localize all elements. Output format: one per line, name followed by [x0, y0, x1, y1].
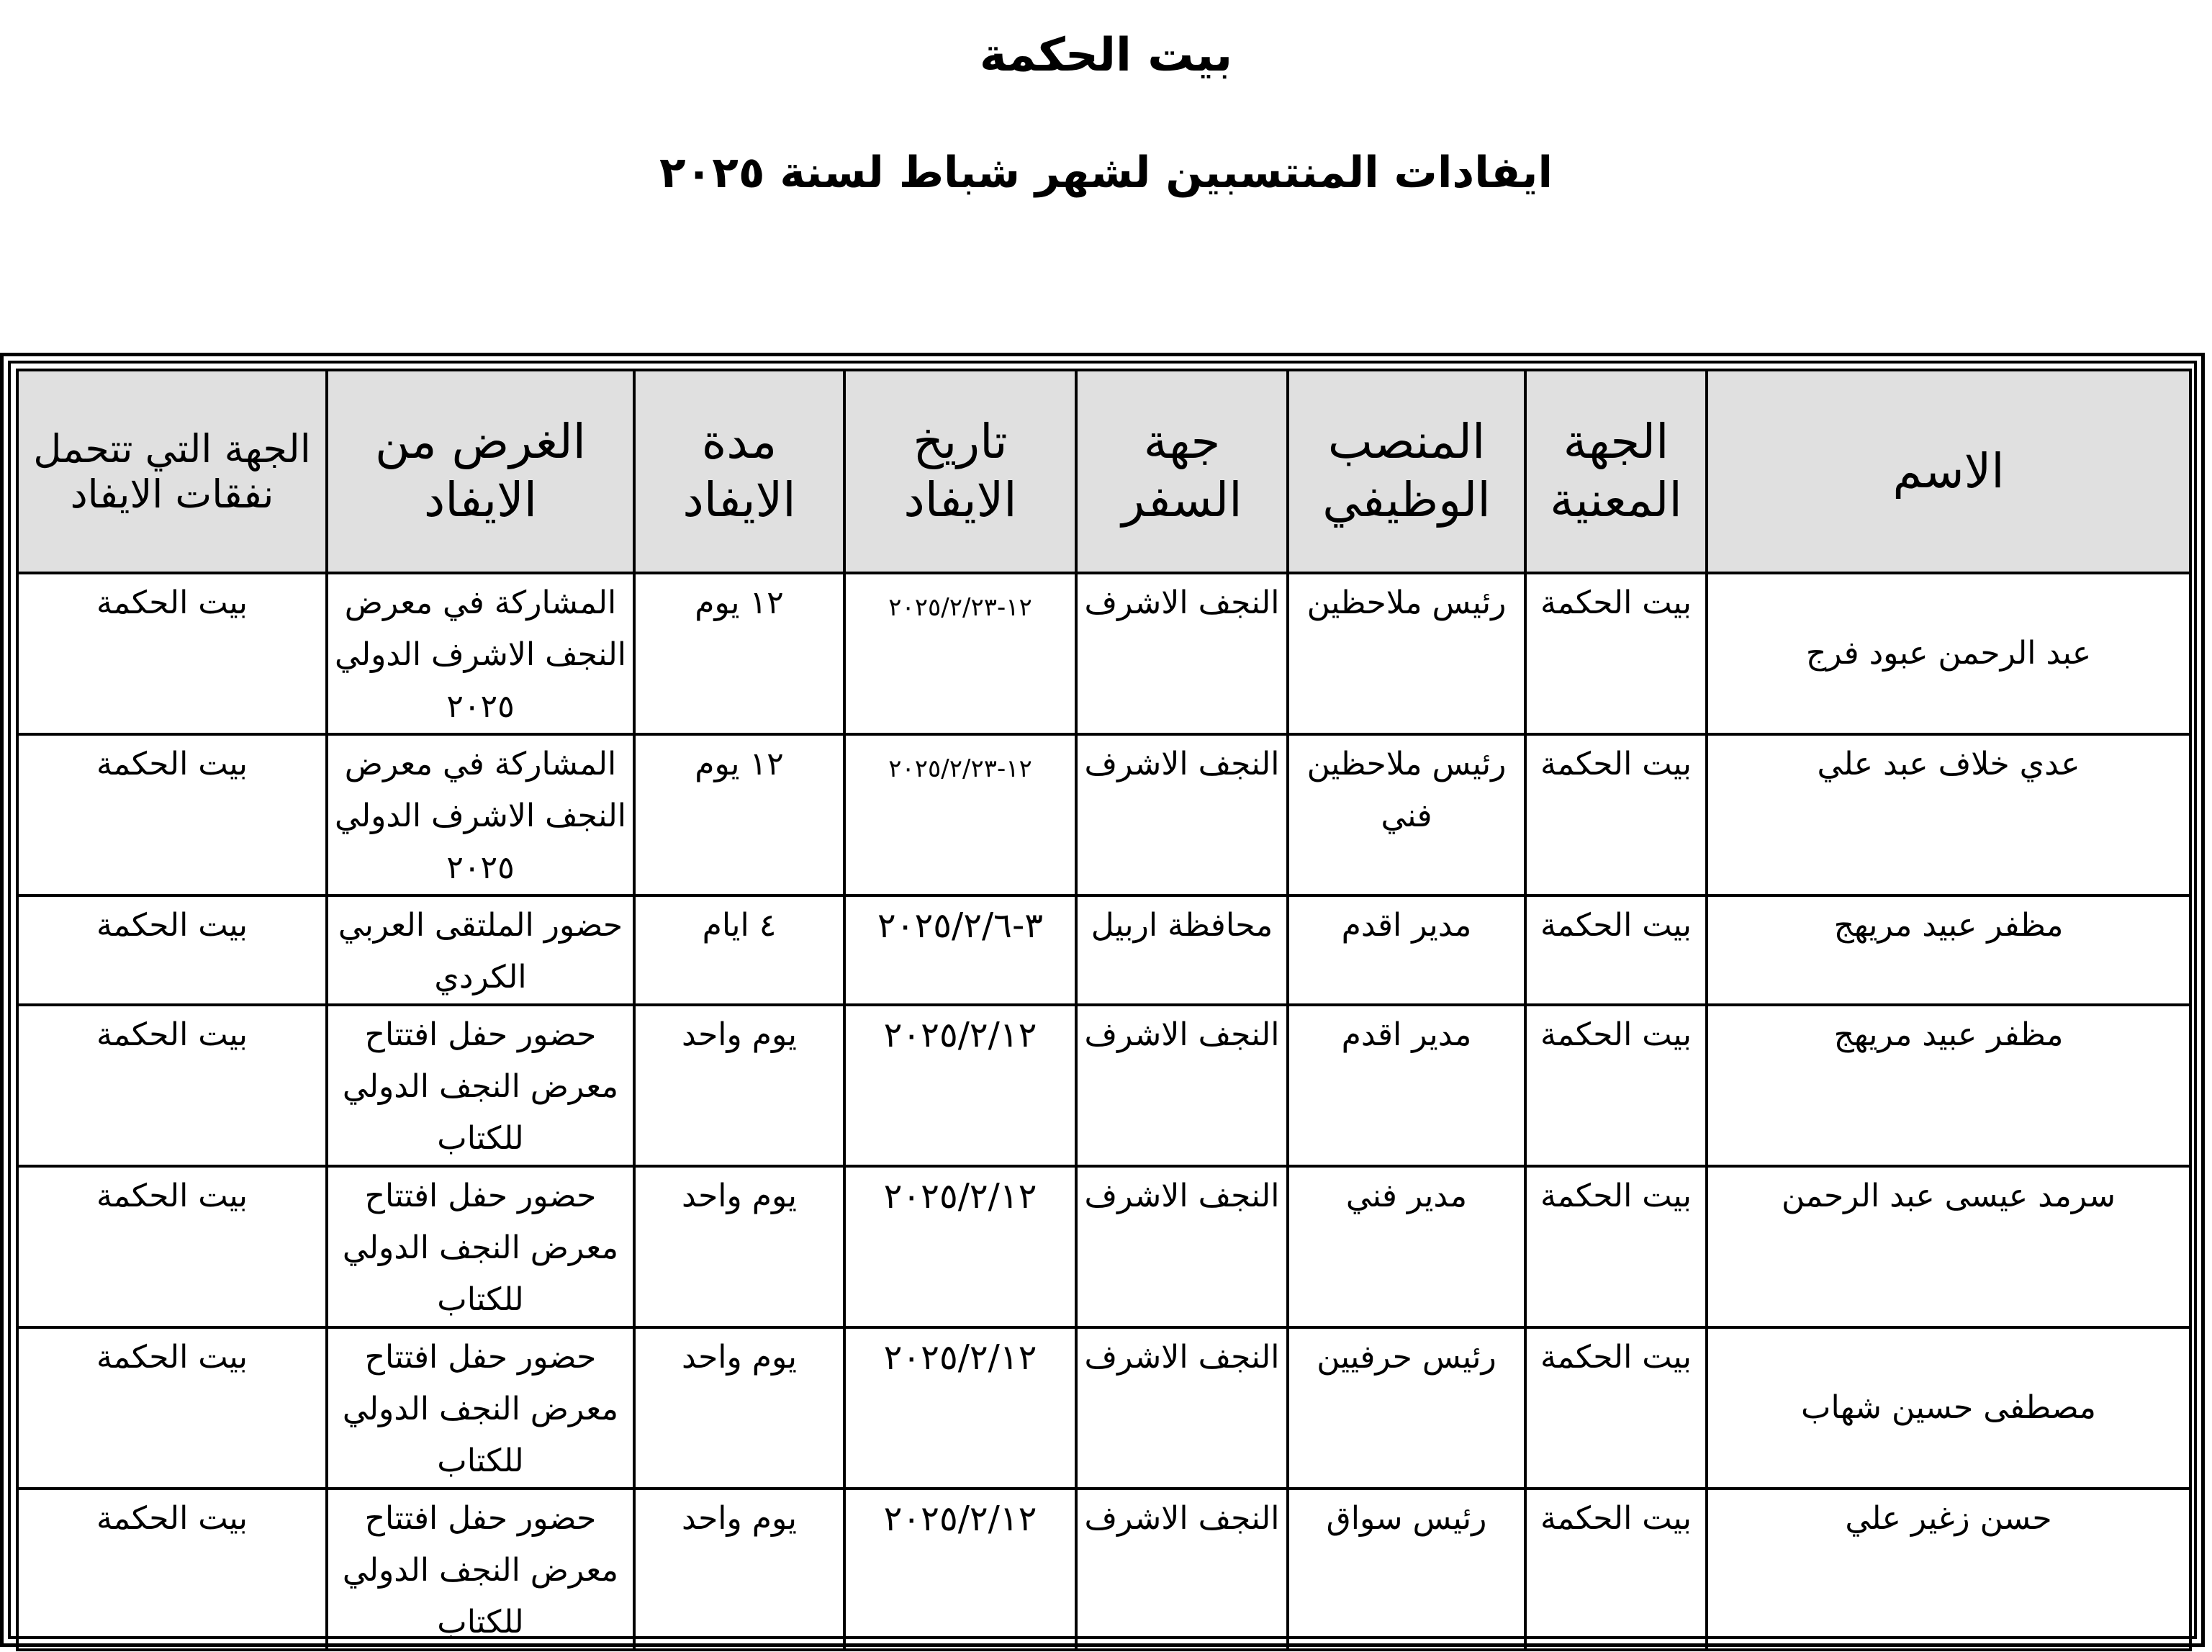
cell-purpose: حضور الملتقى العربي الكردي — [327, 895, 634, 1005]
cell-date: ١٢-٢٠٢٥/٢/٢٣ — [844, 734, 1076, 895]
cell-date: ١٢-٢٠٢٥/٢/٢٣ — [844, 573, 1076, 734]
cell-position: رئيس سواق — [1288, 1489, 1525, 1650]
cell-duration: يوم واحد — [634, 1327, 844, 1489]
cell-destination: النجف الاشرف — [1076, 1327, 1288, 1489]
cell-date: ٣-٢٠٢٥/٢/٦ — [844, 895, 1076, 1005]
column-header-funding: الجهة التي تتحمل نفقات الايفاد — [17, 370, 327, 573]
cell-position: رئيس ملاحظين — [1288, 573, 1525, 734]
cell-funding: بيت الحكمة — [17, 1005, 327, 1166]
table-header-row — [17, 370, 2190, 573]
table-row — [17, 1489, 2190, 1650]
cell-name: عبد الرحمن عبود فرج — [1707, 573, 2190, 734]
cell-destination: النجف الاشرف — [1076, 734, 1288, 895]
cell-name: مصطفى حسين شهاب — [1707, 1327, 2190, 1489]
cell-duration: يوم واحد — [634, 1489, 844, 1650]
cell-purpose: المشاركة في معرض النجف الاشرف الدولي ٢٠٢٥ — [327, 573, 634, 734]
cell-duration: يوم واحد — [634, 1005, 844, 1166]
delegations-table — [16, 369, 2192, 1651]
cell-position: رئيس ملاحظين فني — [1288, 734, 1525, 895]
table-row — [17, 573, 2190, 734]
cell-duration: ٤ ايام — [634, 895, 844, 1005]
cell-purpose: حضور حفل افتتاح معرض النجف الدولي للكتاب — [327, 1327, 634, 1489]
document-title: بيت الحكمة — [979, 29, 1233, 82]
cell-duration: يوم واحد — [634, 1166, 844, 1327]
cell-destination: النجف الاشرف — [1076, 573, 1288, 734]
cell-date: ٢٠٢٥/٢/١٢ — [844, 1166, 1076, 1327]
cell-name: سرمد عيسى عبد الرحمن — [1707, 1166, 2190, 1327]
cell-name: مظفر عبيد مريهج — [1707, 1005, 2190, 1166]
cell-department: بيت الحكمة — [1525, 895, 1707, 1005]
cell-date: ٢٠٢٥/٢/١٢ — [844, 1489, 1076, 1650]
column-header-destination: جهة السفر — [1076, 370, 1288, 573]
cell-destination: النجف الاشرف — [1076, 1005, 1288, 1166]
cell-position: مدير اقدم — [1288, 1005, 1525, 1166]
cell-position: رئيس حرفيين — [1288, 1327, 1525, 1489]
table-row — [17, 1166, 2190, 1327]
cell-purpose: حضور حفل افتتاح معرض النجف الدولي للكتاب — [327, 1166, 634, 1327]
cell-purpose: حضور حفل افتتاح معرض النجف الدولي للكتاب — [327, 1005, 634, 1166]
cell-duration: ١٢ يوم — [634, 573, 844, 734]
column-header-duration: مدة الايفاد — [634, 370, 844, 573]
cell-date: ٢٠٢٥/٢/١٢ — [844, 1005, 1076, 1166]
cell-funding: بيت الحكمة — [17, 734, 327, 895]
table-row — [17, 1005, 2190, 1166]
cell-date: ٢٠٢٥/٢/١٢ — [844, 1327, 1076, 1489]
table-row — [17, 895, 2190, 1005]
cell-funding: بيت الحكمة — [17, 573, 327, 734]
cell-purpose: حضور حفل افتتاح معرض النجف الدولي للكتاب — [327, 1489, 634, 1650]
cell-department: بيت الحكمة — [1525, 1489, 1707, 1650]
column-header-date: تاريخ الايفاد — [844, 370, 1076, 573]
cell-department: بيت الحكمة — [1525, 1166, 1707, 1327]
cell-department: بيت الحكمة — [1525, 573, 1707, 734]
table-row — [17, 734, 2190, 895]
table-row — [17, 1327, 2190, 1489]
cell-duration: ١٢ يوم — [634, 734, 844, 895]
cell-name: مظفر عبيد مريهج — [1707, 895, 2190, 1005]
cell-name: عدي خلاف عبد علي — [1707, 734, 2190, 895]
cell-funding: بيت الحكمة — [17, 1166, 327, 1327]
cell-purpose: المشاركة في معرض النجف الاشرف الدولي ٢٠٢٥ — [327, 734, 634, 895]
cell-funding: بيت الحكمة — [17, 1489, 327, 1650]
document-subtitle: ايفادات المنتسبين لشهر شباط لسنة ٢٠٢٥ — [659, 148, 1553, 198]
cell-destination: النجف الاشرف — [1076, 1166, 1288, 1327]
column-header-purpose: الغرض من الايفاد — [327, 370, 634, 573]
column-header-department: الجهة المعنية — [1525, 370, 1707, 573]
cell-funding: بيت الحكمة — [17, 895, 327, 1005]
cell-position: مدير فني — [1288, 1166, 1525, 1327]
cell-destination: محافظة اربيل — [1076, 895, 1288, 1005]
cell-name: حسن زغير علي — [1707, 1489, 2190, 1650]
cell-department: بيت الحكمة — [1525, 1327, 1707, 1489]
cell-department: بيت الحكمة — [1525, 734, 1707, 895]
cell-department: بيت الحكمة — [1525, 1005, 1707, 1166]
column-header-position: المنصب الوظيفي — [1288, 370, 1525, 573]
cell-destination: النجف الاشرف — [1076, 1489, 1288, 1650]
cell-funding: بيت الحكمة — [17, 1327, 327, 1489]
column-header-name: الاسم — [1707, 370, 2190, 573]
cell-position: مدير اقدم — [1288, 895, 1525, 1005]
